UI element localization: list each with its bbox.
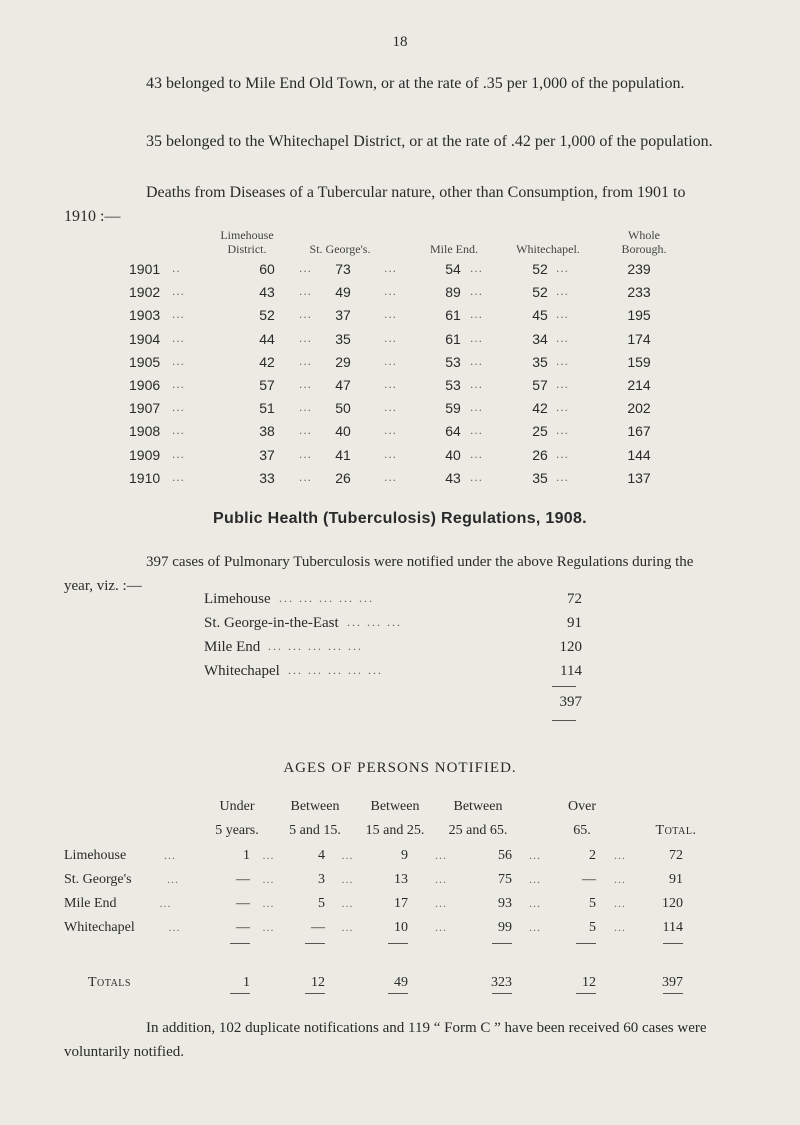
leader-dots: ... xyxy=(172,423,186,438)
value-cell: 57 xyxy=(532,377,548,393)
leader-dots: ... xyxy=(470,446,484,461)
leader-dots: ... xyxy=(556,423,570,438)
leader-dots: ... xyxy=(299,446,313,461)
value-cell: 3 xyxy=(318,872,325,887)
header-mile-end: Mile End. xyxy=(430,242,478,256)
value-cell: 40 xyxy=(445,446,461,463)
leader-dots: ... xyxy=(299,261,313,275)
leader-dots: ... xyxy=(299,400,313,415)
notified-list-item xyxy=(0,639,800,661)
year-cell: 1901 xyxy=(129,261,161,277)
ages-header: 5 years. xyxy=(215,823,259,838)
leader-dots: ... xyxy=(470,400,484,415)
value-cell: 25 xyxy=(532,423,548,440)
deaths-row xyxy=(0,470,800,492)
leader-dots: ... xyxy=(556,307,570,322)
notified-list-item xyxy=(0,615,800,637)
ages-header: 15 and 25. xyxy=(365,823,425,838)
total-cell: 323 xyxy=(491,975,512,990)
ages-header: 65. xyxy=(573,823,591,838)
value-cell: 37 xyxy=(259,446,275,463)
leader-dots: ... xyxy=(470,377,484,391)
leader-dots: ... ... ... ... ... xyxy=(288,663,383,677)
ages-totals-row xyxy=(0,975,800,997)
total-cell: 49 xyxy=(394,975,408,990)
value-cell: 42 xyxy=(259,353,275,370)
value-cell: 159 xyxy=(627,353,651,370)
district-label: Limehouse xyxy=(204,591,271,607)
value-cell: 202 xyxy=(627,400,651,417)
value-cell: 43 xyxy=(259,284,275,301)
leader-dots: ... xyxy=(159,896,172,910)
leader-dots: ... xyxy=(299,284,313,299)
value-cell: 93 xyxy=(498,896,512,911)
value-cell: 59 xyxy=(445,400,461,417)
value-cell: 4 xyxy=(318,848,325,863)
leader-dots: ... xyxy=(384,261,398,275)
leader-dots: ... xyxy=(470,353,484,368)
value-cell: 75 xyxy=(498,872,512,887)
deaths-row xyxy=(0,261,800,283)
leader-dots: ... xyxy=(470,284,484,299)
leader-dots: ... xyxy=(172,446,186,461)
leader-dots: ... xyxy=(435,848,447,862)
leader-dots: ... xyxy=(341,896,354,910)
value-cell: 51 xyxy=(259,400,275,417)
value-cell: 60 xyxy=(259,261,275,277)
district-count: 91 xyxy=(567,615,582,631)
notified-total: 397 xyxy=(559,694,582,710)
leader-dots: ... xyxy=(172,400,186,415)
leader-dots: ... xyxy=(529,896,541,910)
value-cell: 214 xyxy=(627,377,651,393)
leader-dots: ... xyxy=(299,353,313,368)
value-cell: 10 xyxy=(394,920,408,935)
district-label: Mile End xyxy=(64,896,117,911)
deaths-row xyxy=(0,423,800,445)
deaths-row xyxy=(0,400,800,422)
leader-dots: ... xyxy=(556,353,570,368)
district-label: Limehouse xyxy=(64,848,127,863)
leader-dots: ... xyxy=(529,872,541,886)
leader-dots: ... ... ... ... ... xyxy=(268,639,363,653)
district-label: Whitechapel xyxy=(64,920,135,935)
leader-dots: ... xyxy=(299,330,313,345)
value-cell: — xyxy=(236,920,250,935)
leader-dots: ... xyxy=(384,446,398,461)
leader-dots: ... xyxy=(299,377,313,391)
leader-dots: ... xyxy=(384,284,398,299)
year-cell: 1906 xyxy=(129,377,161,393)
value-cell: 73 xyxy=(335,261,351,277)
value-cell: 50 xyxy=(335,400,351,417)
page-number: 18 xyxy=(392,34,408,50)
leader-dots: ... xyxy=(614,920,626,934)
value-cell: 53 xyxy=(445,377,461,393)
leader-dots: ... xyxy=(172,284,186,299)
paragraph-whitechapel: 35 belonged to the Whitechapel District, or at the rate of .42 per 1,000 of the population. xyxy=(146,133,713,150)
value-cell: — xyxy=(236,896,250,911)
leader-dots: ... xyxy=(172,307,186,322)
ages-row xyxy=(0,920,800,942)
value-cell: 89 xyxy=(445,284,461,301)
header-limehouse: Limehouse District. xyxy=(220,228,274,256)
leader-dots: ... xyxy=(299,307,313,322)
ages-header: Between xyxy=(453,799,503,814)
regulations-intro: 397 cases of Pulmonary Tuberculosis were notified under the above Regulations during the year, viz. :— xyxy=(64,554,694,594)
value-cell: 144 xyxy=(627,446,651,463)
value-cell: 57 xyxy=(259,377,275,393)
district-count: 120 xyxy=(559,639,582,655)
value-cell: 5 xyxy=(318,896,325,911)
leader-dots: ... xyxy=(384,330,398,345)
district-label: Mile End xyxy=(204,639,261,655)
district-label: Whitechapel xyxy=(204,663,280,679)
leader-dots: ... xyxy=(167,872,179,886)
value-cell: 43 xyxy=(445,469,461,486)
year-cell: 1904 xyxy=(129,330,161,347)
leader-dots: ... xyxy=(384,423,398,438)
value-cell: 38 xyxy=(259,423,275,440)
ages-heading: AGES OF PERSONS NOTIFIED. xyxy=(283,760,517,776)
leader-dots: ... xyxy=(172,353,186,368)
leader-dots: ... xyxy=(435,896,447,910)
district-label: St. George-in-the-East xyxy=(204,615,339,631)
value-cell: 45 xyxy=(532,307,548,324)
value-cell: 61 xyxy=(445,307,461,324)
year-cell: 1910 xyxy=(129,469,161,486)
header-whole-borough: Whole Borough. xyxy=(621,228,667,256)
leader-dots: ... xyxy=(384,400,398,415)
value-cell: 174 xyxy=(627,330,651,347)
notified-total-row xyxy=(0,694,800,716)
year-cell: 1903 xyxy=(129,307,161,324)
header-whitechapel: Whitechapel. xyxy=(516,242,580,256)
sum-rule xyxy=(663,943,683,944)
leader-dots: ... xyxy=(262,920,275,934)
year-cell: 1908 xyxy=(129,423,161,440)
ages-row xyxy=(0,848,800,870)
ages-header: Under xyxy=(219,799,255,814)
total-cell: 12 xyxy=(582,975,596,990)
ages-header: Between xyxy=(370,799,420,814)
year-cell: 1905 xyxy=(129,353,161,370)
leader-dots: ... xyxy=(262,848,275,862)
value-cell: — xyxy=(236,872,250,887)
leader-dots: ... xyxy=(556,400,570,415)
leader-dots: ... xyxy=(556,469,570,484)
leader-dots: ... xyxy=(299,423,313,438)
total-cell: 12 xyxy=(311,975,325,990)
value-cell: 2 xyxy=(589,848,596,863)
notified-list-item xyxy=(0,663,800,685)
value-cell: 53 xyxy=(445,353,461,370)
leader-dots: ... xyxy=(384,307,398,322)
value-cell: 233 xyxy=(627,284,651,301)
leader-dots: ... xyxy=(529,848,541,862)
sum-rule xyxy=(305,943,325,944)
leader-dots: ... xyxy=(556,330,570,345)
leader-dots: ... xyxy=(470,307,484,322)
value-cell: 13 xyxy=(394,872,408,887)
district-label: St. George's xyxy=(64,872,132,887)
value-cell: 5 xyxy=(589,896,596,911)
value-cell: 9 xyxy=(401,848,408,863)
leader-dots: ... xyxy=(172,469,186,484)
value-cell: 61 xyxy=(445,330,461,347)
leader-dots: ... xyxy=(164,848,176,862)
leader-dots: ... xyxy=(529,920,541,934)
leader-dots: ... xyxy=(435,872,447,886)
value-cell: 35 xyxy=(335,330,351,347)
value-cell: 52 xyxy=(532,284,548,301)
ages-header: 25 and 65. xyxy=(448,823,508,838)
sum-rule xyxy=(388,943,408,944)
total-cell: 1 xyxy=(243,975,250,990)
leader-dots: ... xyxy=(470,330,484,345)
value-cell: 17 xyxy=(394,896,408,911)
leader-dots: ... xyxy=(172,377,186,391)
totals-label: Totals xyxy=(88,975,131,990)
leader-dots: ... xyxy=(556,377,570,391)
district-count: 114 xyxy=(560,663,582,679)
deaths-row xyxy=(0,354,800,376)
deaths-row xyxy=(0,331,800,353)
value-cell: 47 xyxy=(335,377,351,393)
deaths-row xyxy=(0,284,800,306)
value-cell: 54 xyxy=(445,261,461,277)
leader-dots: .. xyxy=(172,261,181,275)
value-cell: 5 xyxy=(589,920,596,935)
value-cell: 34 xyxy=(532,330,548,347)
leader-dots: ... xyxy=(556,446,570,461)
value-cell: 239 xyxy=(627,261,651,277)
value-cell: 72 xyxy=(669,848,683,863)
value-cell: 52 xyxy=(532,261,548,277)
value-cell: 52 xyxy=(259,307,275,324)
value-cell: 35 xyxy=(532,469,548,486)
sum-rule-top xyxy=(552,686,576,687)
notified-list-item xyxy=(0,591,800,613)
leader-dots: ... xyxy=(556,284,570,299)
value-cell: 120 xyxy=(662,896,683,911)
leader-dots: ... xyxy=(299,469,313,484)
sum-rule xyxy=(576,943,596,944)
ages-header: Between xyxy=(290,799,340,814)
deaths-row xyxy=(0,307,800,329)
ages-header: 5 and 15. xyxy=(289,823,341,838)
leader-dots: ... ... ... xyxy=(347,615,402,629)
value-cell: 114 xyxy=(662,920,683,935)
deaths-intro: Deaths from Diseases of a Tubercular nature, other than Consumption, from 1901 to 1910 :— xyxy=(64,184,686,225)
sum-rule xyxy=(492,943,512,944)
deaths-row xyxy=(0,377,800,399)
leader-dots: ... xyxy=(341,848,354,862)
regulations-heading: Public Health (Tuberculosis) Regulations, 1908. xyxy=(213,510,587,527)
value-cell: 56 xyxy=(498,848,512,863)
leader-dots: ... xyxy=(435,920,447,934)
value-cell: 41 xyxy=(335,446,351,463)
leader-dots: ... xyxy=(384,377,398,391)
leader-dots: ... xyxy=(262,872,275,886)
leader-dots: ... xyxy=(470,469,484,484)
leader-dots: ... xyxy=(341,920,354,934)
ages-header: Total. xyxy=(655,823,697,838)
leader-dots: ... xyxy=(470,423,484,438)
year-cell: 1909 xyxy=(129,446,161,463)
value-cell: 40 xyxy=(335,423,351,440)
leader-dots: ... xyxy=(470,261,484,275)
value-cell: 1 xyxy=(243,848,250,863)
paragraph-mile-end: 43 belonged to Mile End Old Town, or at the rate of .35 per 1,000 of the population. xyxy=(146,75,685,92)
value-cell: 49 xyxy=(335,284,351,301)
value-cell: — xyxy=(582,872,596,887)
leader-dots: ... xyxy=(168,920,181,934)
value-cell: 26 xyxy=(532,446,548,463)
value-cell: 195 xyxy=(627,307,651,324)
year-cell: 1907 xyxy=(129,400,161,417)
value-cell: 167 xyxy=(627,423,651,440)
value-cell: 33 xyxy=(259,469,275,486)
value-cell: 64 xyxy=(445,423,461,440)
value-cell: — xyxy=(311,920,325,935)
leader-dots: ... xyxy=(384,469,398,484)
closing-paragraph: In addition, 102 duplicate notifications and 119 “ Form C ” have been received 60 cases were voluntarily notified. xyxy=(64,1020,707,1060)
ages-header: Over xyxy=(568,799,596,814)
leader-dots: ... ... ... ... ... xyxy=(279,591,374,605)
sum-rule-bottom xyxy=(552,720,576,721)
year-cell: 1902 xyxy=(129,284,161,301)
value-cell: 42 xyxy=(532,400,548,417)
deaths-row xyxy=(0,447,800,469)
value-cell: 29 xyxy=(335,353,351,370)
leader-dots: ... xyxy=(556,261,570,275)
value-cell: 99 xyxy=(498,920,512,935)
leader-dots: ... xyxy=(262,896,275,910)
leader-dots: ... xyxy=(341,872,354,886)
value-cell: 35 xyxy=(532,353,548,370)
value-cell: 91 xyxy=(669,872,683,887)
sum-rule xyxy=(230,943,250,944)
leader-dots: ... xyxy=(614,872,626,886)
value-cell: 137 xyxy=(627,469,651,486)
leader-dots: ... xyxy=(172,330,186,345)
value-cell: 44 xyxy=(259,330,275,347)
ages-row xyxy=(0,896,800,918)
district-count: 72 xyxy=(567,591,582,607)
ages-row xyxy=(0,872,800,894)
value-cell: 26 xyxy=(335,469,351,486)
value-cell: 37 xyxy=(335,307,351,324)
header-st-georges: St. George's. xyxy=(309,242,371,256)
leader-dots: ... xyxy=(384,353,398,368)
total-cell: 397 xyxy=(662,975,683,990)
leader-dots: ... xyxy=(614,896,626,910)
leader-dots: ... xyxy=(614,848,626,862)
